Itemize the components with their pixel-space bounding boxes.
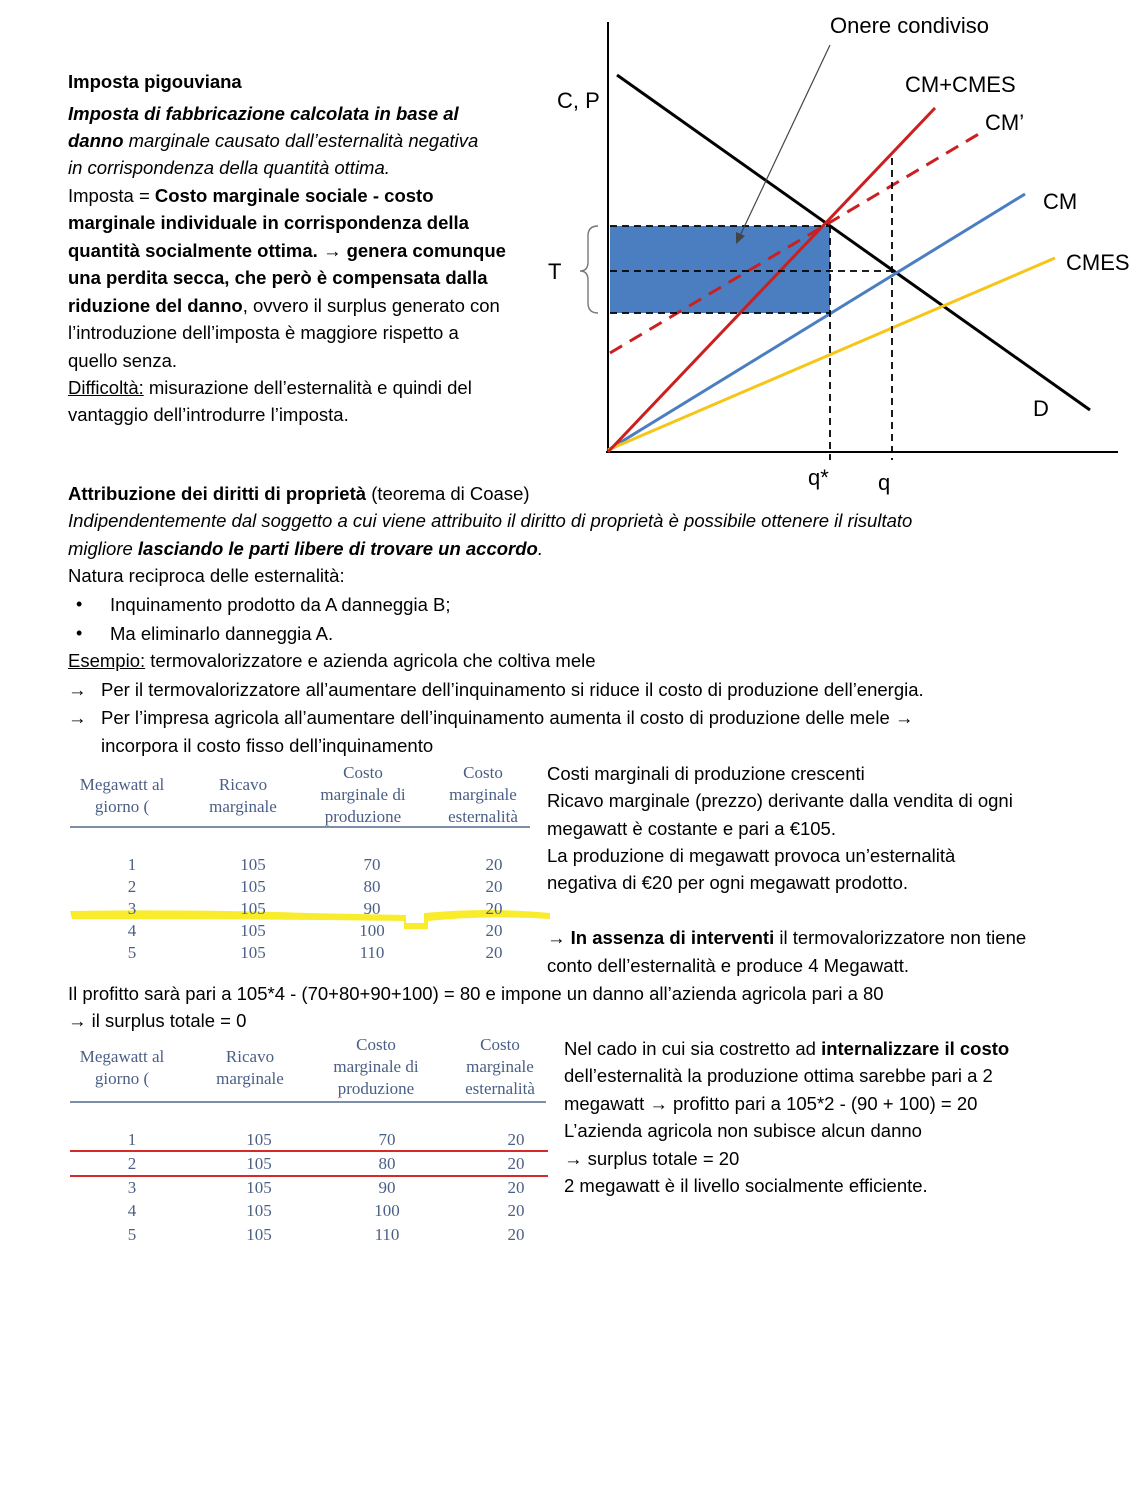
table-cell: 105 (240, 899, 266, 918)
table-cell: 20 (485, 943, 503, 962)
label-CM: CM (1043, 189, 1078, 214)
table-header: Megawatt al giorno ( (79, 1047, 165, 1088)
table-cell: 3 (127, 1178, 137, 1197)
pigou-p1-line2: danno marginale causato dall’esternalità negativa (68, 130, 479, 151)
table-cell: 105 (240, 943, 266, 962)
label-CMprime: CM’ (985, 110, 1025, 135)
pigou-p3-line2: vantaggio dell’introdurre l’imposta. (68, 404, 349, 425)
table-cell: 3 (127, 899, 137, 918)
megawatt-table-1 (68, 762, 548, 972)
esempio: Esempio: termovalorizzatore e azienda agricola che coltiva mele (68, 650, 596, 671)
table-cell: 90 (363, 899, 381, 918)
table-header: Costo marginale esternalità (465, 1035, 535, 1098)
table-cell: 20 (507, 1201, 525, 1220)
table-cell: 70 (378, 1130, 396, 1149)
pigou-p2-line7: quello senza. (68, 350, 178, 371)
pigou-p2-line5: riduzione del danno, ovvero il surplus generato con (68, 295, 500, 316)
pigou-p2-line2: marginale individuale in corrispondenza della (68, 212, 469, 233)
tax-region (610, 226, 830, 313)
table-cell: 110 (374, 1225, 400, 1244)
pigou-title: Imposta pigouviana (68, 71, 242, 92)
table-cell: 20 (485, 921, 503, 940)
annotation-label: Onere condiviso (830, 13, 989, 38)
tick-qstar: q* (808, 465, 829, 490)
tax-bracket (580, 226, 598, 313)
side1-line: conto dell’esternalità e produce 4 Megawatt. (547, 955, 909, 976)
table-cell: 105 (240, 877, 266, 896)
table-cell: 100 (374, 1201, 400, 1220)
table-rule (70, 1101, 546, 1103)
table-cell: 2 (127, 877, 137, 896)
table-cell: 105 (246, 1225, 272, 1244)
table-cell: 4 (127, 921, 137, 940)
side2-line: → surplus totale = 20 (564, 1148, 740, 1169)
pigou-p2-line6: l’introduzione dell’imposta è maggiore rispetto a (68, 322, 459, 343)
arrow-item: Per l’impresa agricola all’aumentare dell’inquinamento aumenta il costo di produzione delle mele → (101, 707, 914, 728)
table-cell: 110 (359, 943, 385, 962)
pigou-p2-line4: una perdita secca, che però è compensata dalla (68, 267, 488, 288)
arrow-icon: → (68, 679, 87, 700)
coase-natura: Natura reciproca delle esternalità: (68, 565, 345, 586)
table-cell: 100 (359, 921, 385, 940)
side2-line: Nel cado in cui sia costretto ad internalizzare il costo (564, 1038, 1010, 1059)
table-cell: 20 (485, 899, 503, 918)
bullet-item: Inquinamento prodotto da A danneggia B; (110, 594, 451, 615)
label-CMES: CMES (1066, 250, 1130, 275)
table-cell: 20 (507, 1225, 525, 1244)
coase-italic-line2: migliore lasciando le parti libere di trovare un accordo. (68, 538, 543, 559)
table-cell: 20 (507, 1130, 525, 1149)
table-cell: 20 (507, 1154, 525, 1173)
label-D: D (1033, 396, 1049, 421)
pigou-p2-line1: Imposta = Costo marginale sociale - costo (68, 185, 434, 206)
label-T: T (548, 259, 562, 284)
side1-line: La produzione di megawatt provoca un’esternalità (547, 845, 956, 866)
pigou-p1-line1: Imposta di fabbricazione calcolata in base al (68, 103, 459, 124)
table-cell: 20 (485, 855, 503, 874)
side1-line: Costi marginali di produzione crescenti (547, 763, 865, 784)
arrow-item-cont: incorpora il costo fisso dell’inquinamento (101, 735, 434, 756)
table-header: Ricavo marginale (216, 1047, 284, 1088)
side2-line: L’azienda agricola non subisce alcun danno (564, 1120, 922, 1141)
table-header: Megawatt al giorno ( (79, 775, 165, 816)
table-cell: 1 (127, 1130, 137, 1149)
table-cell: 105 (240, 855, 266, 874)
side2-line: dell’esternalità la produzione ottima sarebbe pari a 2 (564, 1065, 993, 1086)
table-cell: 20 (507, 1178, 525, 1197)
table-cell: 5 (127, 943, 137, 962)
arrow-icon: → (68, 707, 87, 728)
table-cell: 90 (378, 1178, 396, 1197)
table-cell: 20 (485, 877, 503, 896)
pigou-chart (540, 0, 1140, 500)
table-cell: 105 (246, 1201, 272, 1220)
profit-line-1: Il profitto sarà pari a 105*4 - (70+80+90+100) = 80 e impone un danno all’azienda agricola pari a 80 (68, 983, 884, 1004)
tick-q: q (878, 470, 891, 495)
megawatt-table-2 (68, 1034, 553, 1249)
pigou-p2-line3: quantità socialmente ottima. → genera comunque (68, 240, 506, 261)
table-cell: 1 (127, 855, 137, 874)
table-cell: 105 (240, 921, 266, 940)
bullet-icon: • (76, 623, 83, 643)
profit-line-2: → il surplus totale = 0 (68, 1010, 247, 1031)
table-cell: 4 (127, 1201, 137, 1220)
table-cell: 105 (246, 1178, 272, 1197)
side2-line: megawatt → profitto pari a 105*2 - (90 + 100) = 20 (564, 1093, 978, 1114)
coase-title: Attribuzione dei diritti di proprietà (teorema di Coase) (68, 483, 530, 504)
table-cell: 2 (127, 1154, 137, 1173)
table-header: Costo marginale di produzione (333, 1035, 419, 1098)
label-CMCMES: CM+CMES (905, 72, 1016, 97)
annotation-arrow (738, 45, 830, 240)
pigou-p1-line3: in corrispondenza della quantità ottima. (68, 157, 390, 178)
table-header: Costo marginale esternalità (448, 763, 518, 826)
table-cell: 80 (378, 1154, 396, 1173)
y-axis-label: C, P (557, 88, 600, 113)
table-cell: 80 (363, 877, 381, 896)
table-cell: 5 (127, 1225, 137, 1244)
table-cell: 70 (363, 855, 381, 874)
table-cell: 105 (246, 1130, 272, 1149)
side1-line: negativa di €20 per ogni megawatt prodotto. (547, 872, 908, 893)
table-header: Costo marginale di produzione (320, 763, 406, 826)
coase-italic-line1: Indipendentemente dal soggetto a cui viene attribuito il diritto di proprietà è possibile ottenere il risultato (68, 510, 913, 531)
side1-line: Ricavo marginale (prezzo) derivante dalla vendita di ogni (547, 790, 1013, 811)
bullet-icon: • (76, 594, 83, 614)
side2-line: 2 megawatt è il livello socialmente efficiente. (564, 1175, 928, 1196)
table-rule (70, 826, 530, 828)
side1-line: megawatt è costante e pari a €105. (547, 818, 836, 839)
bullet-item: Ma eliminarlo danneggia A. (110, 623, 334, 644)
pigou-p3-line1: Difficoltà: misurazione dell’esternalità e quindi del (68, 377, 472, 398)
arrow-item: Per il termovalorizzatore all’aumentare dell’inquinamento si riduce il costo di produzione dell’energia. (101, 679, 924, 700)
table-cell: 105 (246, 1154, 272, 1173)
side1-line: → In assenza di interventi il termovalorizzatore non tiene (547, 927, 1027, 948)
table-header: Ricavo marginale (209, 775, 277, 816)
